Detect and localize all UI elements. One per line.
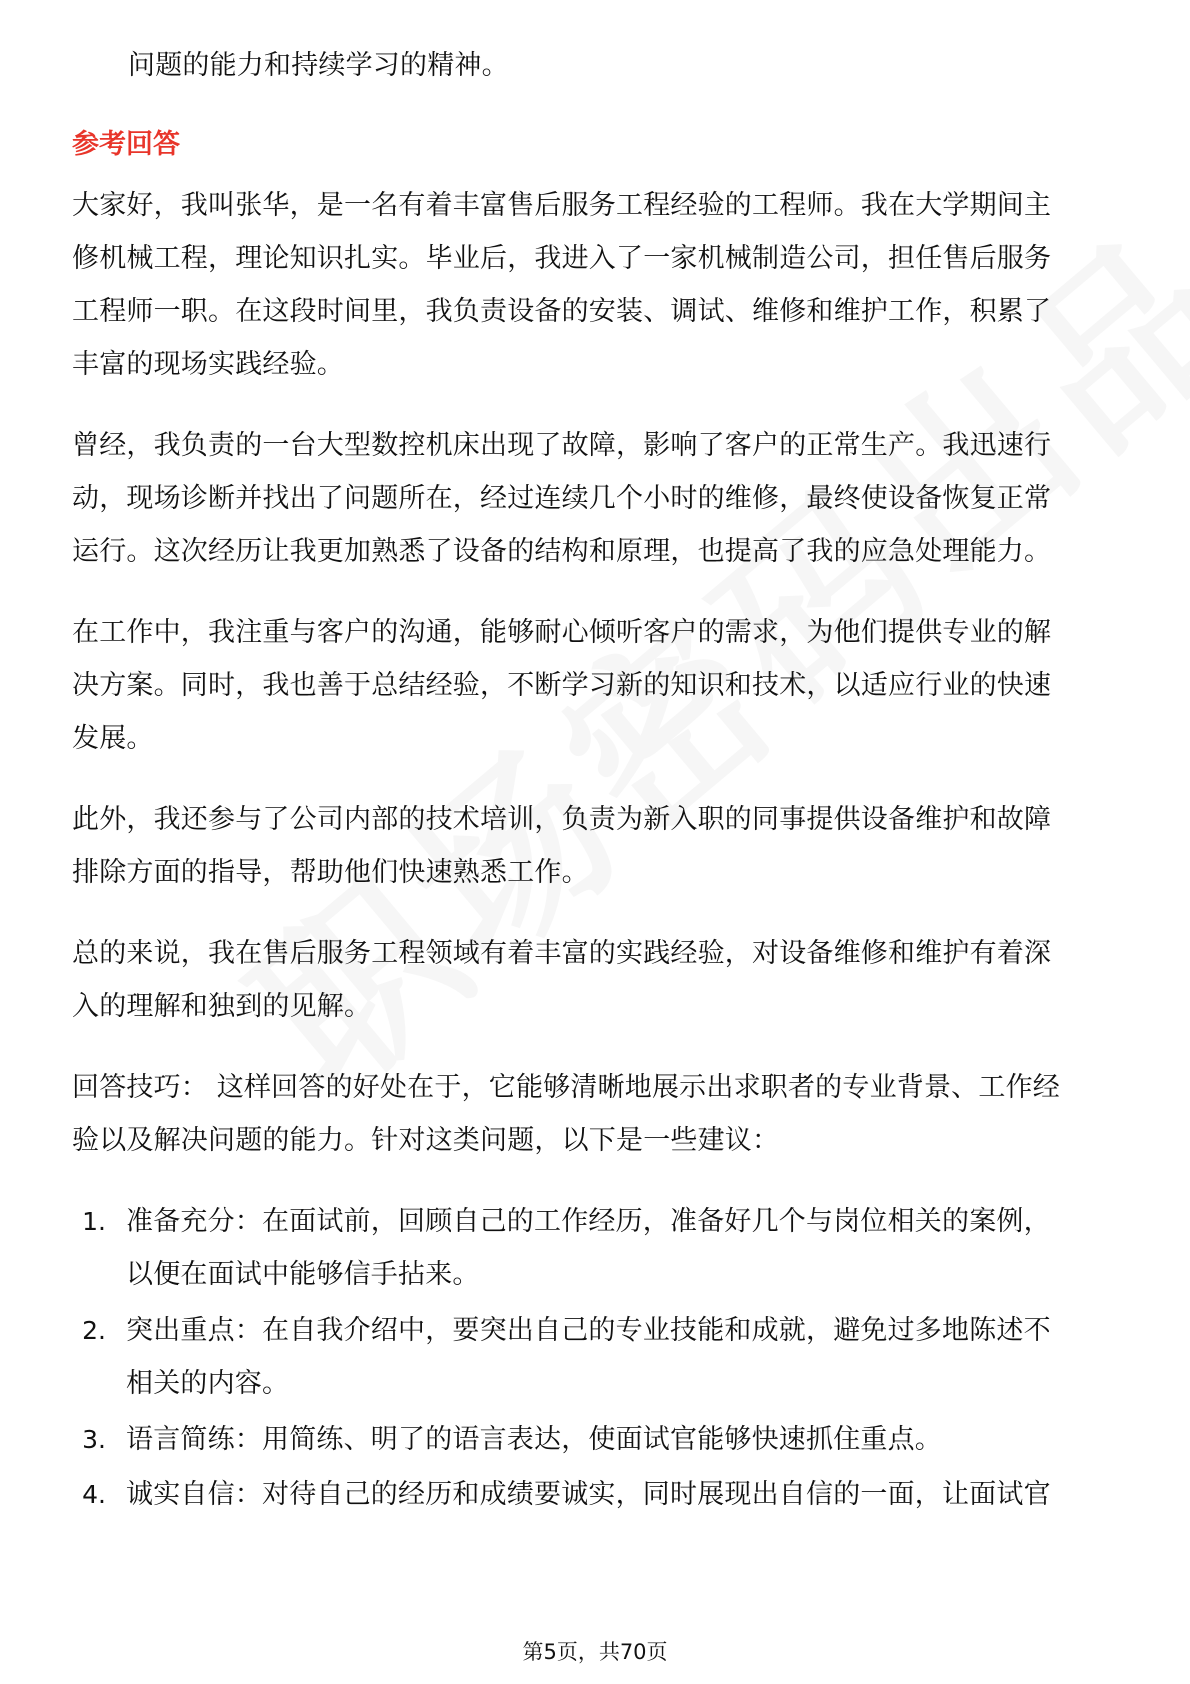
paragraph-line: 运行。这次经历让我更加熟悉了设备的结构和原理，也提高了我的应急处理能力。 bbox=[72, 536, 1052, 567]
intro-tail-text: 问题的能力和持续学习的精神。 bbox=[128, 50, 509, 81]
paragraph-line: 总的来说，我在售后服务工程领域有着丰富的实践经验，对设备维修和维护有着深 bbox=[72, 938, 1052, 969]
page-number-footer: 第5页，共70页 bbox=[522, 1640, 668, 1664]
paragraph-line: 入的理解和独到的见解。 bbox=[72, 991, 372, 1022]
list-number: 1. bbox=[82, 1207, 106, 1236]
list-item-text: 诚实自信：对待自己的经历和成绩要诚实，同时展现出自信的一面，让面试官 bbox=[126, 1479, 1051, 1510]
paragraph-line: 丰富的现场实践经验。 bbox=[72, 349, 344, 380]
paragraph-line: 曾经，我负责的一台大型数控机床出现了故障，影响了客户的正常生产。我迅速行 bbox=[72, 430, 1052, 461]
paragraph-line: 此外，我还参与了公司内部的技术培训，负责为新入职的同事提供设备维护和故障 bbox=[72, 804, 1052, 835]
list-item-text: 突出重点：在自我介绍中，要突出自己的专业技能和成就，避免过多地陈述不 bbox=[126, 1315, 1051, 1346]
paragraph-line: 修机械工程，理论知识扎实。毕业后，我进入了一家机械制造公司，担任售后服务 bbox=[72, 243, 1052, 274]
paragraph-line: 决方案。同时，我也善于总结经验，不断学习新的知识和技术，以适应行业的快速 bbox=[72, 670, 1052, 701]
paragraph-line: 在工作中，我注重与客户的沟通，能够耐心倾听客户的需求，为他们提供专业的解 bbox=[72, 617, 1052, 648]
paragraph-line: 工程师一职。在这段时间里，我负责设备的安装、调试、维修和维护工作，积累了 bbox=[72, 296, 1052, 327]
paragraph-line: 动，现场诊断并找出了问题所在，经过连续几个小时的维修，最终使设备恢复正常 bbox=[72, 483, 1052, 514]
list-item-text: 准备充分：在面试前，回顾自己的工作经历，准备好几个与岗位相关的案例， bbox=[126, 1206, 1051, 1237]
section-heading: 参考回答 bbox=[72, 129, 180, 160]
list-item-text: 相关的内容。 bbox=[126, 1368, 290, 1399]
list-number: 3. bbox=[82, 1425, 106, 1454]
paragraph-line: 验以及解决问题的能力。针对这类问题，以下是一些建议： bbox=[72, 1125, 780, 1156]
paragraph-line: 发展。 bbox=[72, 723, 154, 754]
paragraph-line: 大家好，我叫张华，是一名有着丰富售后服务工程经验的工程师。我在大学期间主 bbox=[72, 190, 1052, 221]
paragraph-line: 排除方面的指导，帮助他们快速熟悉工作。 bbox=[72, 857, 589, 888]
paragraph-line: 回答技巧： 这样回答的好处在于，它能够清晰地展示出求职者的专业背景、工作经 bbox=[72, 1072, 1060, 1103]
list-number: 2. bbox=[82, 1316, 106, 1345]
list-item-text: 语言简练：用简练、明了的语言表达，使面试官能够快速抓住重点。 bbox=[126, 1424, 942, 1455]
list-number: 4. bbox=[82, 1480, 106, 1509]
list-item-text: 以便在面试中能够信手拈来。 bbox=[126, 1259, 480, 1290]
